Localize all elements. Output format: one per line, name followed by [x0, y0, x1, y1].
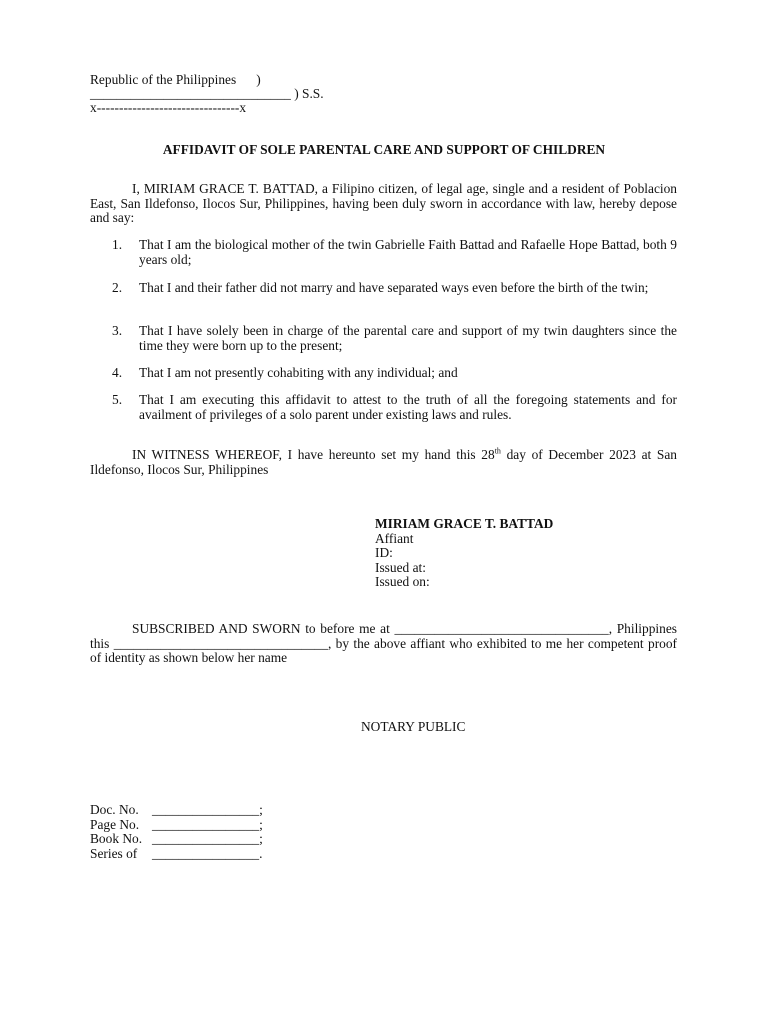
venue-line-3: x--------------------------------x	[90, 100, 247, 115]
witness-ordinal: th	[494, 446, 501, 456]
list-item	[112, 281, 677, 296]
document-title: AFFIDAVIT OF SOLE PARENTAL CARE AND SUPPORT OF CHILDREN	[162, 142, 606, 157]
witness-text: IN WITNESS WHEREOF, I have hereunto set my hand this 28	[132, 447, 495, 462]
notary-public-label: NOTARY PUBLIC	[361, 719, 466, 734]
affiant-id: ID:	[375, 545, 393, 561]
registry-book-no	[90, 832, 263, 847]
affiant-role: Affiant	[375, 530, 414, 546]
witness-paragraph	[90, 448, 677, 477]
item-number: 5.	[112, 392, 123, 407]
item-text: That I am the biological mother of the twin Gabrielle Faith Battad and Rafaelle Hope Battad, both 9 years old;	[139, 237, 677, 267]
jurat-paragraph: SUBSCRIBED AND SWORN to before me at ________________________________, Philippines this ________________________________, by the above affiant who exhibited to me her competent proof of identity as shown below her name	[90, 621, 677, 666]
registry-label: Book No.	[90, 831, 143, 847]
registry-page-no	[90, 818, 263, 833]
list-item	[112, 238, 677, 267]
affiant-name: MIRIAM GRACE T. BATTAD	[375, 516, 554, 531]
registry-blank: ________________;	[152, 816, 263, 832]
signature-block	[375, 517, 553, 590]
affiant-issued-on: Issued on:	[375, 574, 430, 590]
registry-label: Doc. No.	[90, 802, 139, 817]
item-text: That I and their father did not marry and have separated ways even before the birth of the twin;	[139, 280, 649, 295]
notarial-registry	[90, 803, 263, 861]
registry-blank: ________________;	[152, 802, 263, 817]
item-text: That I am executing this affidavit to attest to the truth of all the foregoing statements and for availment of privileges of a solo parent under existing laws and rules.	[139, 392, 677, 422]
registry-blank: ________________;	[152, 831, 263, 847]
witness-text-end: day of December 2023 at San Ildefonso, Ilocos Sur, Philippines	[90, 447, 677, 477]
item-number: 2.	[112, 280, 123, 295]
item-number: 3.	[112, 323, 123, 338]
registry-label: Page No.	[90, 816, 140, 832]
venue-line-1: Republic of the Philippines )	[90, 72, 261, 87]
affiant-issued-at: Issued at:	[375, 559, 426, 575]
registry-blank: ________________.	[152, 845, 263, 861]
item-number: 1.	[112, 237, 123, 252]
item-text: That I have solely been in charge of the parental care and support of my twin daughters since the time they were born up to the present;	[139, 323, 677, 353]
intro-paragraph: I, MIRIAM GRACE T. BATTAD, a Filipino citizen, of legal age, single and a resident of Poblacion East, San Ildefonso, Ilocos Sur, Philippines, having been duly sworn in accordance with law, hereby depose and say:	[90, 181, 677, 226]
item-number: 4.	[112, 365, 123, 380]
list-item	[112, 366, 677, 381]
registry-doc-no	[90, 803, 263, 818]
venue-line-2: ______________________________ ) S.S.	[90, 86, 324, 101]
list-item	[112, 324, 677, 353]
registry-series	[90, 847, 263, 862]
item-text: That I am not presently cohabiting with any individual; and	[139, 365, 458, 380]
list-item	[112, 393, 677, 422]
registry-label: Series of	[90, 845, 138, 861]
